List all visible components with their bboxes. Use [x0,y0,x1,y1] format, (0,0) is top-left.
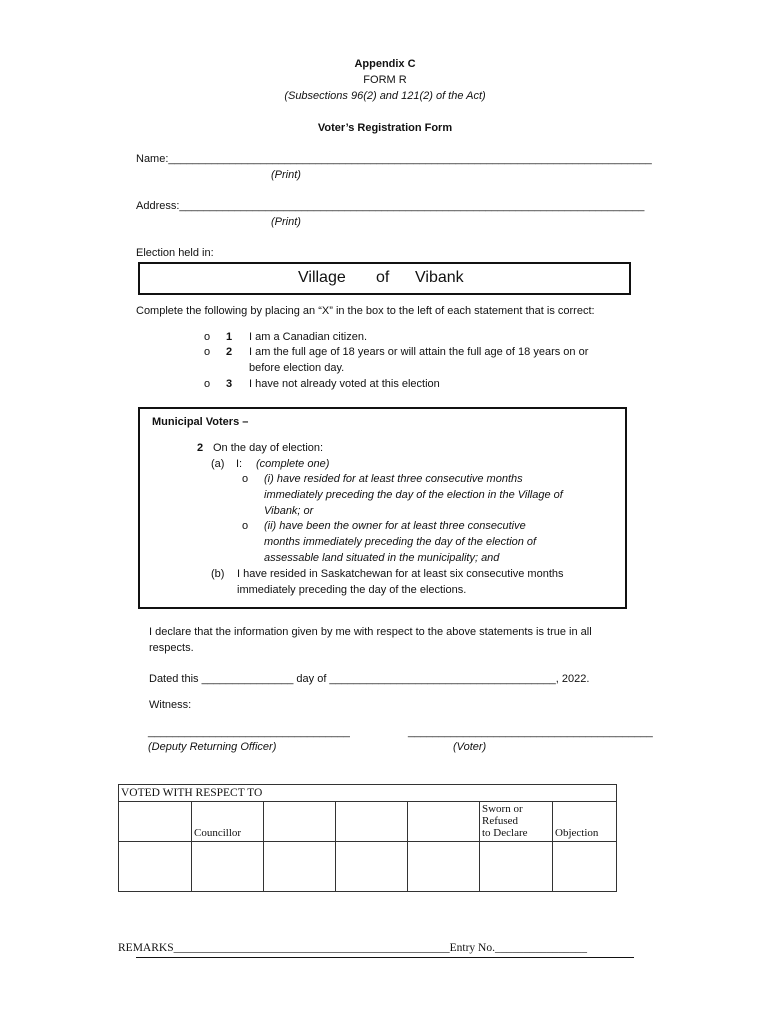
address-field[interactable] [136,200,644,212]
vote-table-header: VOTED WITH RESPECT TO [119,785,617,802]
option-i-line-1: (i) have resided for at least three consecutive months [264,473,523,485]
election-label: Election held in: [136,247,214,259]
name-label: Name: [136,153,169,165]
voter-caption: (Voter) [453,741,487,753]
part-a-label: (a) [211,458,225,470]
part-b-line-2: immediately preceding the day of the elections. [237,584,467,596]
municipal-lead: On the day of election: [213,442,324,454]
vote-cell[interactable] [264,842,336,892]
municipal-voters-box [138,407,627,609]
vote-cell[interactable] [336,842,408,892]
declaration-line-2: respects. [149,642,194,654]
statement-1-checkbox[interactable]: o [204,331,211,343]
footer-rule [136,957,634,958]
option-i-line-3: Vibank; or [264,505,314,517]
vote-cell-objection[interactable] [553,842,617,892]
election-word-village: Village [298,269,346,286]
vote-col-blank-4 [408,802,480,842]
sworn-line-2: Refused [482,815,519,827]
voted-with-respect-table [118,784,617,892]
statement-3-number: 3 [226,378,233,390]
vote-cell[interactable] [119,842,192,892]
sworn-line-1: Sworn or [482,803,523,815]
part-b-label: (b) [211,568,225,580]
name-line: _______________________________________________________________________________ [168,153,652,165]
vote-col-sworn [480,802,553,842]
address-line: ____________________________________________________________________________ [179,200,645,212]
statement-2-text: I am the full age of 18 years or will attain the full age of 18 years on or [249,346,589,358]
statement-2-checkbox[interactable]: o [204,346,211,358]
statement-3-checkbox[interactable]: o [204,378,211,390]
statement-2-text-cont: before election day. [249,362,345,374]
address-print-hint: (Print) [271,216,301,228]
part-b-line-1: I have resided in Saskatchewan for at least six consecutive months [237,568,564,580]
option-i-line-2: immediately preceding the day of the election in the Village of [264,489,563,501]
part-a-hint: (complete one) [256,458,330,470]
statement-3-text: I have not already voted at this election [249,378,440,390]
name-field[interactable] [136,153,652,165]
statement-1-number: 1 [226,331,233,343]
option-ii-line-2: months immediately preceding the day of the election of [264,536,537,548]
declaration-line-1: I declare that the information given by me with respect to the above statements is true in all [149,626,592,638]
subsections-note: (Subsections 96(2) and 121(2) of the Act) [284,90,486,102]
remarks-entry-line[interactable]: REMARKS________________________________________________Entry No.________________ [118,942,587,954]
sworn-line-3: to Declare [482,827,528,839]
election-word-of: of [376,269,390,286]
election-word-vibank: Vibank [415,269,464,286]
form-label: FORM R [363,74,407,86]
municipal-title: Municipal Voters – [152,416,249,428]
deputy-caption: (Deputy Returning Officer) [148,741,277,753]
deputy-signature-line[interactable]: _________________________________ [148,726,350,738]
statement-2-number: 2 [226,346,233,358]
option-ii-line-3: assessable land situated in the municipality; and [264,552,500,564]
vote-col-councillor: Councillor [192,802,264,842]
election-box[interactable] [138,262,631,295]
witness-label: Witness: [149,699,192,711]
address-label: Address: [136,200,180,212]
vote-cell-sworn[interactable] [480,842,553,892]
instructions: Complete the following by placing an “X” in the box to the left of each statement that is correct: [136,305,595,317]
vote-col-blank-3 [336,802,408,842]
vote-col-objection: Objection [553,802,617,842]
appendix-heading: Appendix C [354,58,416,70]
municipal-number: 2 [197,442,204,454]
vote-col-blank-1 [119,802,192,842]
form-title: Voter’s Registration Form [317,122,453,134]
vote-col-blank-2 [264,802,336,842]
part-a-text: I: [236,458,243,470]
voter-signature-line[interactable]: ________________________________________ [408,726,653,738]
option-i-checkbox[interactable]: o [242,473,249,485]
vote-cell-councillor[interactable] [192,842,264,892]
vote-cell[interactable] [408,842,480,892]
name-print-hint: (Print) [271,169,301,181]
dated-field[interactable]: Dated this _______________ day of _____________________________________, 2022. [149,673,590,685]
option-ii-checkbox[interactable]: o [242,520,249,532]
statement-1-text: I am a Canadian citizen. [249,331,368,343]
option-ii-line-1: (ii) have been the owner for at least three consecutive [264,520,526,532]
